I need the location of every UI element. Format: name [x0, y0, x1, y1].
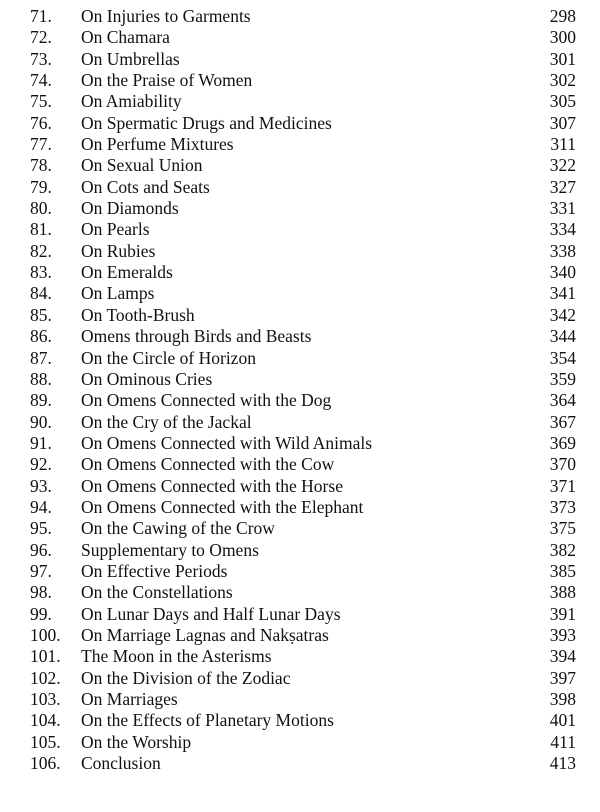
- page-number: 334: [549, 219, 576, 240]
- page-number: 331: [549, 198, 576, 219]
- chapter-title: On the Circle of Horizon: [81, 347, 256, 368]
- toc-entry: [0, 113, 600, 134]
- chapter-number: 105.: [30, 731, 61, 752]
- chapter-title: On Pearls: [81, 219, 150, 240]
- chapter-number: 83.: [30, 262, 52, 283]
- chapter-title: On Marriages: [81, 689, 178, 709]
- page-number: 359: [549, 368, 576, 389]
- chapter-number: 94.: [30, 496, 52, 517]
- toc-entry: [0, 70, 600, 91]
- toc-entry: [0, 732, 600, 753]
- chapter-title: On Perfume Mixtures: [81, 134, 234, 155]
- chapter-title: On the Effects of Planetary Motions: [81, 710, 334, 731]
- page-number: 373: [549, 496, 576, 517]
- chapter-title: On Omens Connected with Wild Animals: [81, 432, 373, 453]
- chapter-number: 75.: [30, 91, 52, 112]
- page-number: 397: [549, 667, 576, 688]
- toc-entry: [0, 326, 600, 347]
- chapter-number: 76.: [30, 112, 52, 133]
- chapter-number: 88.: [30, 368, 52, 389]
- chapter-title: On Ominous Cries: [81, 368, 213, 389]
- chapter-title: On the Constellations: [81, 582, 233, 603]
- toc-entry: [0, 604, 600, 625]
- toc-entry: [0, 241, 600, 262]
- page-number: 340: [549, 262, 576, 283]
- toc-entry: [0, 476, 600, 497]
- chapter-number: 79.: [30, 176, 52, 197]
- toc-entry: [0, 369, 600, 390]
- toc-entry: [0, 710, 600, 731]
- chapter-title: On Omens Connected with the Cow: [81, 454, 335, 475]
- chapter-title: On Injuries to Garments: [81, 6, 251, 26]
- chapter-number: 87.: [30, 347, 52, 368]
- chapter-number: 80.: [30, 198, 52, 219]
- chapter-number: 86.: [30, 326, 52, 347]
- toc-entry: [0, 219, 600, 240]
- page-number: 382: [549, 539, 576, 560]
- page-number: 364: [549, 390, 576, 411]
- page-number: 338: [549, 240, 576, 261]
- toc-entry: [0, 27, 600, 48]
- page-number: 391: [549, 603, 576, 624]
- page-number: 388: [549, 582, 576, 603]
- chapter-number: 71.: [30, 6, 52, 26]
- chapter-title: On Spermatic Drugs and Medicines: [81, 112, 332, 133]
- toc-entry: [0, 540, 600, 561]
- page-number: 300: [549, 27, 576, 48]
- page-number: 411: [550, 731, 576, 752]
- page-number: 342: [549, 304, 576, 325]
- toc-entry: [0, 155, 600, 176]
- chapter-title: On the Worship: [81, 731, 192, 752]
- toc-entry: [0, 753, 600, 774]
- chapter-title: On Diamonds: [81, 198, 179, 219]
- chapter-number: 77.: [30, 134, 52, 155]
- toc-entry: [0, 134, 600, 155]
- chapter-number: 92.: [30, 454, 52, 475]
- toc-entry: [0, 390, 600, 411]
- chapter-title: Supplementary to Omens: [81, 539, 259, 560]
- page-number: 298: [549, 6, 576, 26]
- toc-entry: [0, 283, 600, 304]
- chapter-number: 96.: [30, 539, 52, 560]
- page-number: 413: [549, 753, 576, 774]
- chapter-number: 106.: [30, 753, 61, 774]
- page-number: 401: [549, 710, 576, 731]
- chapter-number: 104.: [30, 710, 61, 731]
- page-number: 369: [549, 432, 576, 453]
- chapter-title: On Marriage Lagnas and Nakṣatras: [81, 624, 329, 645]
- page-number: 302: [549, 70, 576, 91]
- chapter-title: On the Praise of Women: [81, 70, 253, 91]
- toc-entry: [0, 497, 600, 518]
- page-number: 341: [549, 283, 576, 304]
- chapter-title: On Tooth-Brush: [81, 304, 195, 325]
- page-number: 307: [549, 112, 576, 133]
- chapter-title: On the Division of the Zodiac: [81, 667, 291, 688]
- chapter-number: 102.: [30, 667, 61, 688]
- chapter-number: 74.: [30, 70, 52, 91]
- chapter-title: On Omens Connected with the Dog: [81, 390, 332, 411]
- chapter-title: On Chamara: [81, 27, 170, 48]
- toc-entry: [0, 262, 600, 283]
- chapter-number: 84.: [30, 283, 52, 304]
- chapter-number: 99.: [30, 603, 52, 624]
- chapter-number: 98.: [30, 582, 52, 603]
- toc-entry: [0, 561, 600, 582]
- chapter-title: On Amiability: [81, 91, 182, 112]
- page-number: 311: [550, 134, 576, 155]
- page-number: 375: [549, 518, 576, 539]
- toc-entry: [0, 518, 600, 539]
- page-number: 371: [549, 475, 576, 496]
- chapter-title: On Lunar Days and Half Lunar Days: [81, 603, 341, 624]
- page-number: 301: [549, 48, 576, 69]
- toc-entry: [0, 198, 600, 219]
- chapter-number: 91.: [30, 432, 52, 453]
- page-number: 354: [549, 347, 576, 368]
- page-number: 393: [549, 624, 576, 645]
- chapter-number: 73.: [30, 48, 52, 69]
- toc-entry: [0, 689, 600, 710]
- chapter-number: 85.: [30, 304, 52, 325]
- page-number: 370: [549, 454, 576, 475]
- chapter-number: 89.: [30, 390, 52, 411]
- chapter-title: On Omens Connected with the Elephant: [81, 496, 364, 517]
- chapter-title: On Umbrellas: [81, 48, 180, 69]
- toc-entry: [0, 91, 600, 112]
- chapter-number: 95.: [30, 518, 52, 539]
- toc-entry: [0, 177, 600, 198]
- toc-entry: [0, 668, 600, 689]
- toc-entry: [0, 582, 600, 603]
- toc-entry: [0, 305, 600, 326]
- chapter-number: 100.: [30, 624, 61, 645]
- chapter-title: On Cots and Seats: [81, 176, 210, 197]
- chapter-number: 93.: [30, 475, 52, 496]
- chapter-title: The Moon in the Asterisms: [81, 646, 272, 667]
- chapter-title: On Sexual Union: [81, 155, 203, 176]
- chapter-title: On the Cawing of the Crow: [81, 518, 275, 539]
- chapter-title: On Omens Connected with the Horse: [81, 475, 343, 496]
- chapter-number: 97.: [30, 560, 52, 581]
- chapter-number: 90.: [30, 411, 52, 432]
- page-number: 344: [549, 326, 576, 347]
- page-number: 322: [549, 155, 576, 176]
- chapter-title: Omens through Birds and Beasts: [81, 326, 312, 347]
- chapter-title: On Rubies: [81, 240, 156, 261]
- toc-entry: [0, 433, 600, 454]
- chapter-title: On Effective Periods: [81, 560, 228, 581]
- chapter-number: 103.: [30, 689, 61, 709]
- chapter-number: 72.: [30, 27, 52, 48]
- page-number: 305: [549, 91, 576, 112]
- toc-entry: [0, 625, 600, 646]
- page-number: 398: [549, 689, 576, 709]
- chapter-number: 81.: [30, 219, 52, 240]
- chapter-title: On Lamps: [81, 283, 155, 304]
- toc-entry: [0, 412, 600, 433]
- chapter-title: Conclusion: [81, 753, 161, 774]
- chapter-number: 78.: [30, 155, 52, 176]
- page-number: 367: [549, 411, 576, 432]
- chapter-number: 101.: [30, 646, 61, 667]
- toc-entry: [0, 6, 600, 27]
- chapter-title: On Emeralds: [81, 262, 173, 283]
- page-number: 385: [549, 560, 576, 581]
- page-number: 327: [549, 176, 576, 197]
- toc-entry: [0, 454, 600, 475]
- toc-entry: [0, 348, 600, 369]
- toc-entry: [0, 49, 600, 70]
- chapter-title: On the Cry of the Jackal: [81, 411, 252, 432]
- table-of-contents: [0, 6, 600, 774]
- chapter-number: 82.: [30, 240, 52, 261]
- page-number: 394: [549, 646, 576, 667]
- toc-entry: [0, 646, 600, 667]
